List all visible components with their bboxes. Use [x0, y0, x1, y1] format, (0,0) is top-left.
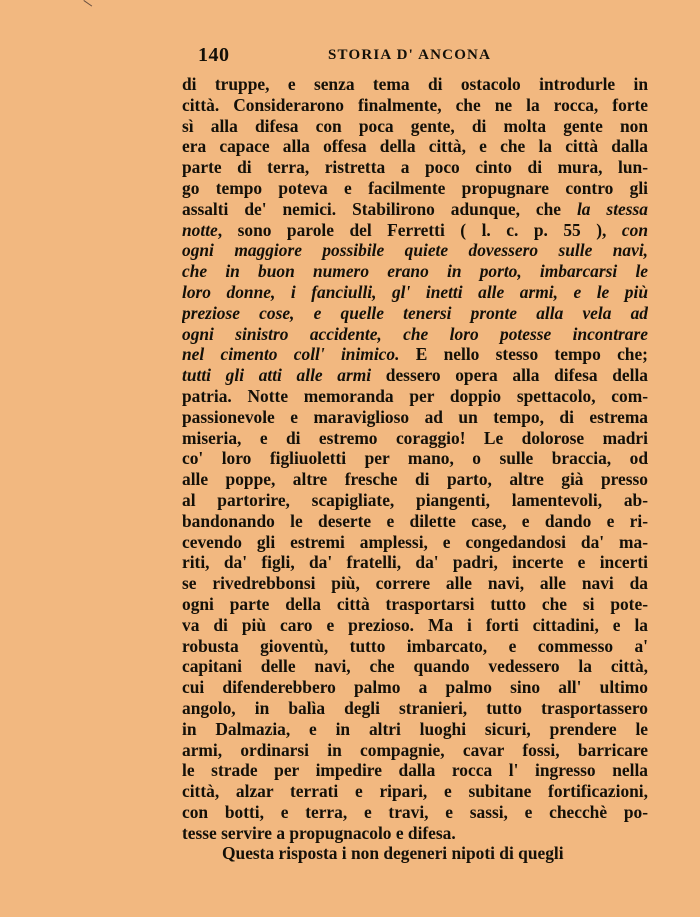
text-segment: ogni parte della città trasportarsi tutto che si pote-: [182, 593, 648, 614]
text-segment: cui difenderebbero palmo a palmo sino all' ultimo: [182, 677, 648, 698]
text-line: [182, 74, 648, 95]
body-text: [182, 74, 648, 864]
text-line: [182, 303, 648, 324]
text-line: [182, 802, 648, 823]
text-segment: tesse servire a propugnacolo e difesa.: [182, 822, 456, 843]
text-line: [182, 594, 648, 615]
text-segment: era capace alla offesa della città, e che la città dalla: [182, 136, 648, 157]
text-segment: città, alzar terrati e ripari, e subitane fortificazioni,: [182, 781, 648, 802]
italic-text-segment: che in buon numero erano in porto, imbarcarsi le: [182, 261, 648, 282]
text-line: [182, 636, 648, 657]
italic-text-segment: ogni sinistro accidente, che loro potesse incontrare: [182, 323, 648, 344]
text-line: [182, 760, 648, 781]
text-segment: robusta gioventù, tutto imbarcato, e commesso a': [182, 635, 648, 656]
text-line: [182, 240, 648, 261]
text-line: [182, 282, 648, 303]
text-segment: città. Considerarono finalmente, che ne la rocca, forte: [182, 94, 648, 115]
text-segment: in Dalmazia, e in altri luoghi sicuri, prendere le: [182, 718, 648, 739]
italic-text-segment: tutti gli atti alle armi: [182, 365, 372, 386]
text-segment: go tempo poteva e facilmente propugnare contro gli: [182, 177, 648, 198]
running-title: STORIA D' ANCONA: [328, 47, 492, 63]
text-line: [182, 615, 648, 636]
text-line: [182, 220, 648, 241]
text-segment: al partorire, scapigliate, piangenti, lamentevoli, ab-: [182, 489, 648, 510]
text-line: [182, 843, 648, 864]
text-line: [182, 136, 648, 157]
text-line: [182, 261, 648, 282]
text-segment: armi, ordinarsi in compagnie, cavar fossi, barricare: [182, 739, 648, 760]
text-line: [182, 324, 648, 345]
text-segment: patria. Notte memoranda per doppio spettacolo, com-: [182, 385, 648, 406]
text-line: [182, 178, 648, 199]
text-segment: , sono parole del Ferretti ( l. c. p. 55 ),: [217, 219, 622, 240]
text-segment: parte di terra, ristretta a poco cinto di mura, lun-: [182, 157, 648, 178]
text-segment: capitani delle navi, che quando vedessero la città,: [182, 656, 648, 677]
text-segment: E nello stesso tempo che;: [399, 344, 648, 365]
text-line: [182, 677, 648, 698]
italic-text-segment: ogni maggiore possibile quiete dovessero sulle navi,: [182, 240, 648, 261]
text-line: [182, 116, 648, 137]
text-segment: riti, da' figli, da' fratelli, da' padri, incerte e incerti: [182, 552, 648, 573]
text-segment: passionevole e maraviglioso ad un tempo, di estrema: [182, 406, 648, 427]
text-line: [182, 365, 648, 386]
text-segment: con botti, e terra, e travi, e sassi, e checchè po-: [182, 801, 648, 822]
text-line: [182, 469, 648, 490]
text-line: [182, 428, 648, 449]
text-segment: sì alla difesa con poca gente, di molta gente non: [182, 115, 648, 136]
text-segment: se rivedrebbonsi più, correre alle navi, alle navi da: [182, 573, 648, 594]
text-line: [182, 344, 648, 365]
text-segment: co' loro figliuoletti per mano, o sulle braccia, od: [182, 448, 648, 469]
italic-text-segment: notte: [182, 219, 218, 240]
page-number: 140: [198, 44, 230, 66]
text-segment: alle poppe, altre fresche di parto, altre già presso: [182, 469, 648, 490]
italic-text-segment: la stessa: [576, 198, 648, 219]
text-line: [182, 573, 648, 594]
text-line: [182, 552, 648, 573]
text-line: [182, 823, 648, 844]
italic-text-segment: con: [621, 219, 648, 240]
text-segment: Questa risposta i non degeneri nipoti di quegli: [222, 843, 564, 864]
text-line: [182, 95, 648, 116]
italic-text-segment: nel cimento coll' inimico.: [182, 344, 400, 365]
text-line: [182, 698, 648, 719]
text-line: [182, 407, 648, 428]
text-segment: miseria, e di estremo coraggio! Le dolorose madri: [182, 427, 648, 448]
text-line: [182, 511, 648, 532]
italic-text-segment: preziose cose, e quelle tenersi pronte alla vela ad: [182, 302, 648, 323]
text-line: [182, 490, 648, 511]
text-line: [182, 386, 648, 407]
text-segment: dessero opera alla difesa della: [371, 365, 648, 386]
text-segment: angolo, in balìa degli stranieri, tutto trasportassero: [182, 697, 648, 718]
italic-text-segment: loro donne, i fanciulli, gl' inetti alle armi, e le più: [182, 281, 648, 302]
text-line: [182, 199, 648, 220]
running-head: [198, 44, 648, 66]
text-segment: di truppe, e senza tema di ostacolo introdurle in: [182, 74, 648, 94]
text-line: [182, 448, 648, 469]
text-line: [182, 719, 648, 740]
text-line: [182, 781, 648, 802]
text-line: [182, 157, 648, 178]
text-segment: cevendo gli estremi amplessi, e congedandosi da' ma-: [182, 531, 648, 552]
text-segment: va di più caro e prezioso. Ma i forti cittadini, e la: [182, 614, 648, 635]
text-line: [182, 740, 648, 761]
margin-mark: [84, 0, 92, 8]
text-segment: bandonando le deserte e dilette case, e dando e ri-: [182, 510, 648, 531]
text-line: [182, 532, 648, 553]
text-segment: assalti de' nemici. Stabilirono adunque, che: [182, 198, 577, 219]
text-line: [182, 656, 648, 677]
text-segment: le strade per impedire dalla rocca l' ingresso nella: [182, 760, 648, 781]
